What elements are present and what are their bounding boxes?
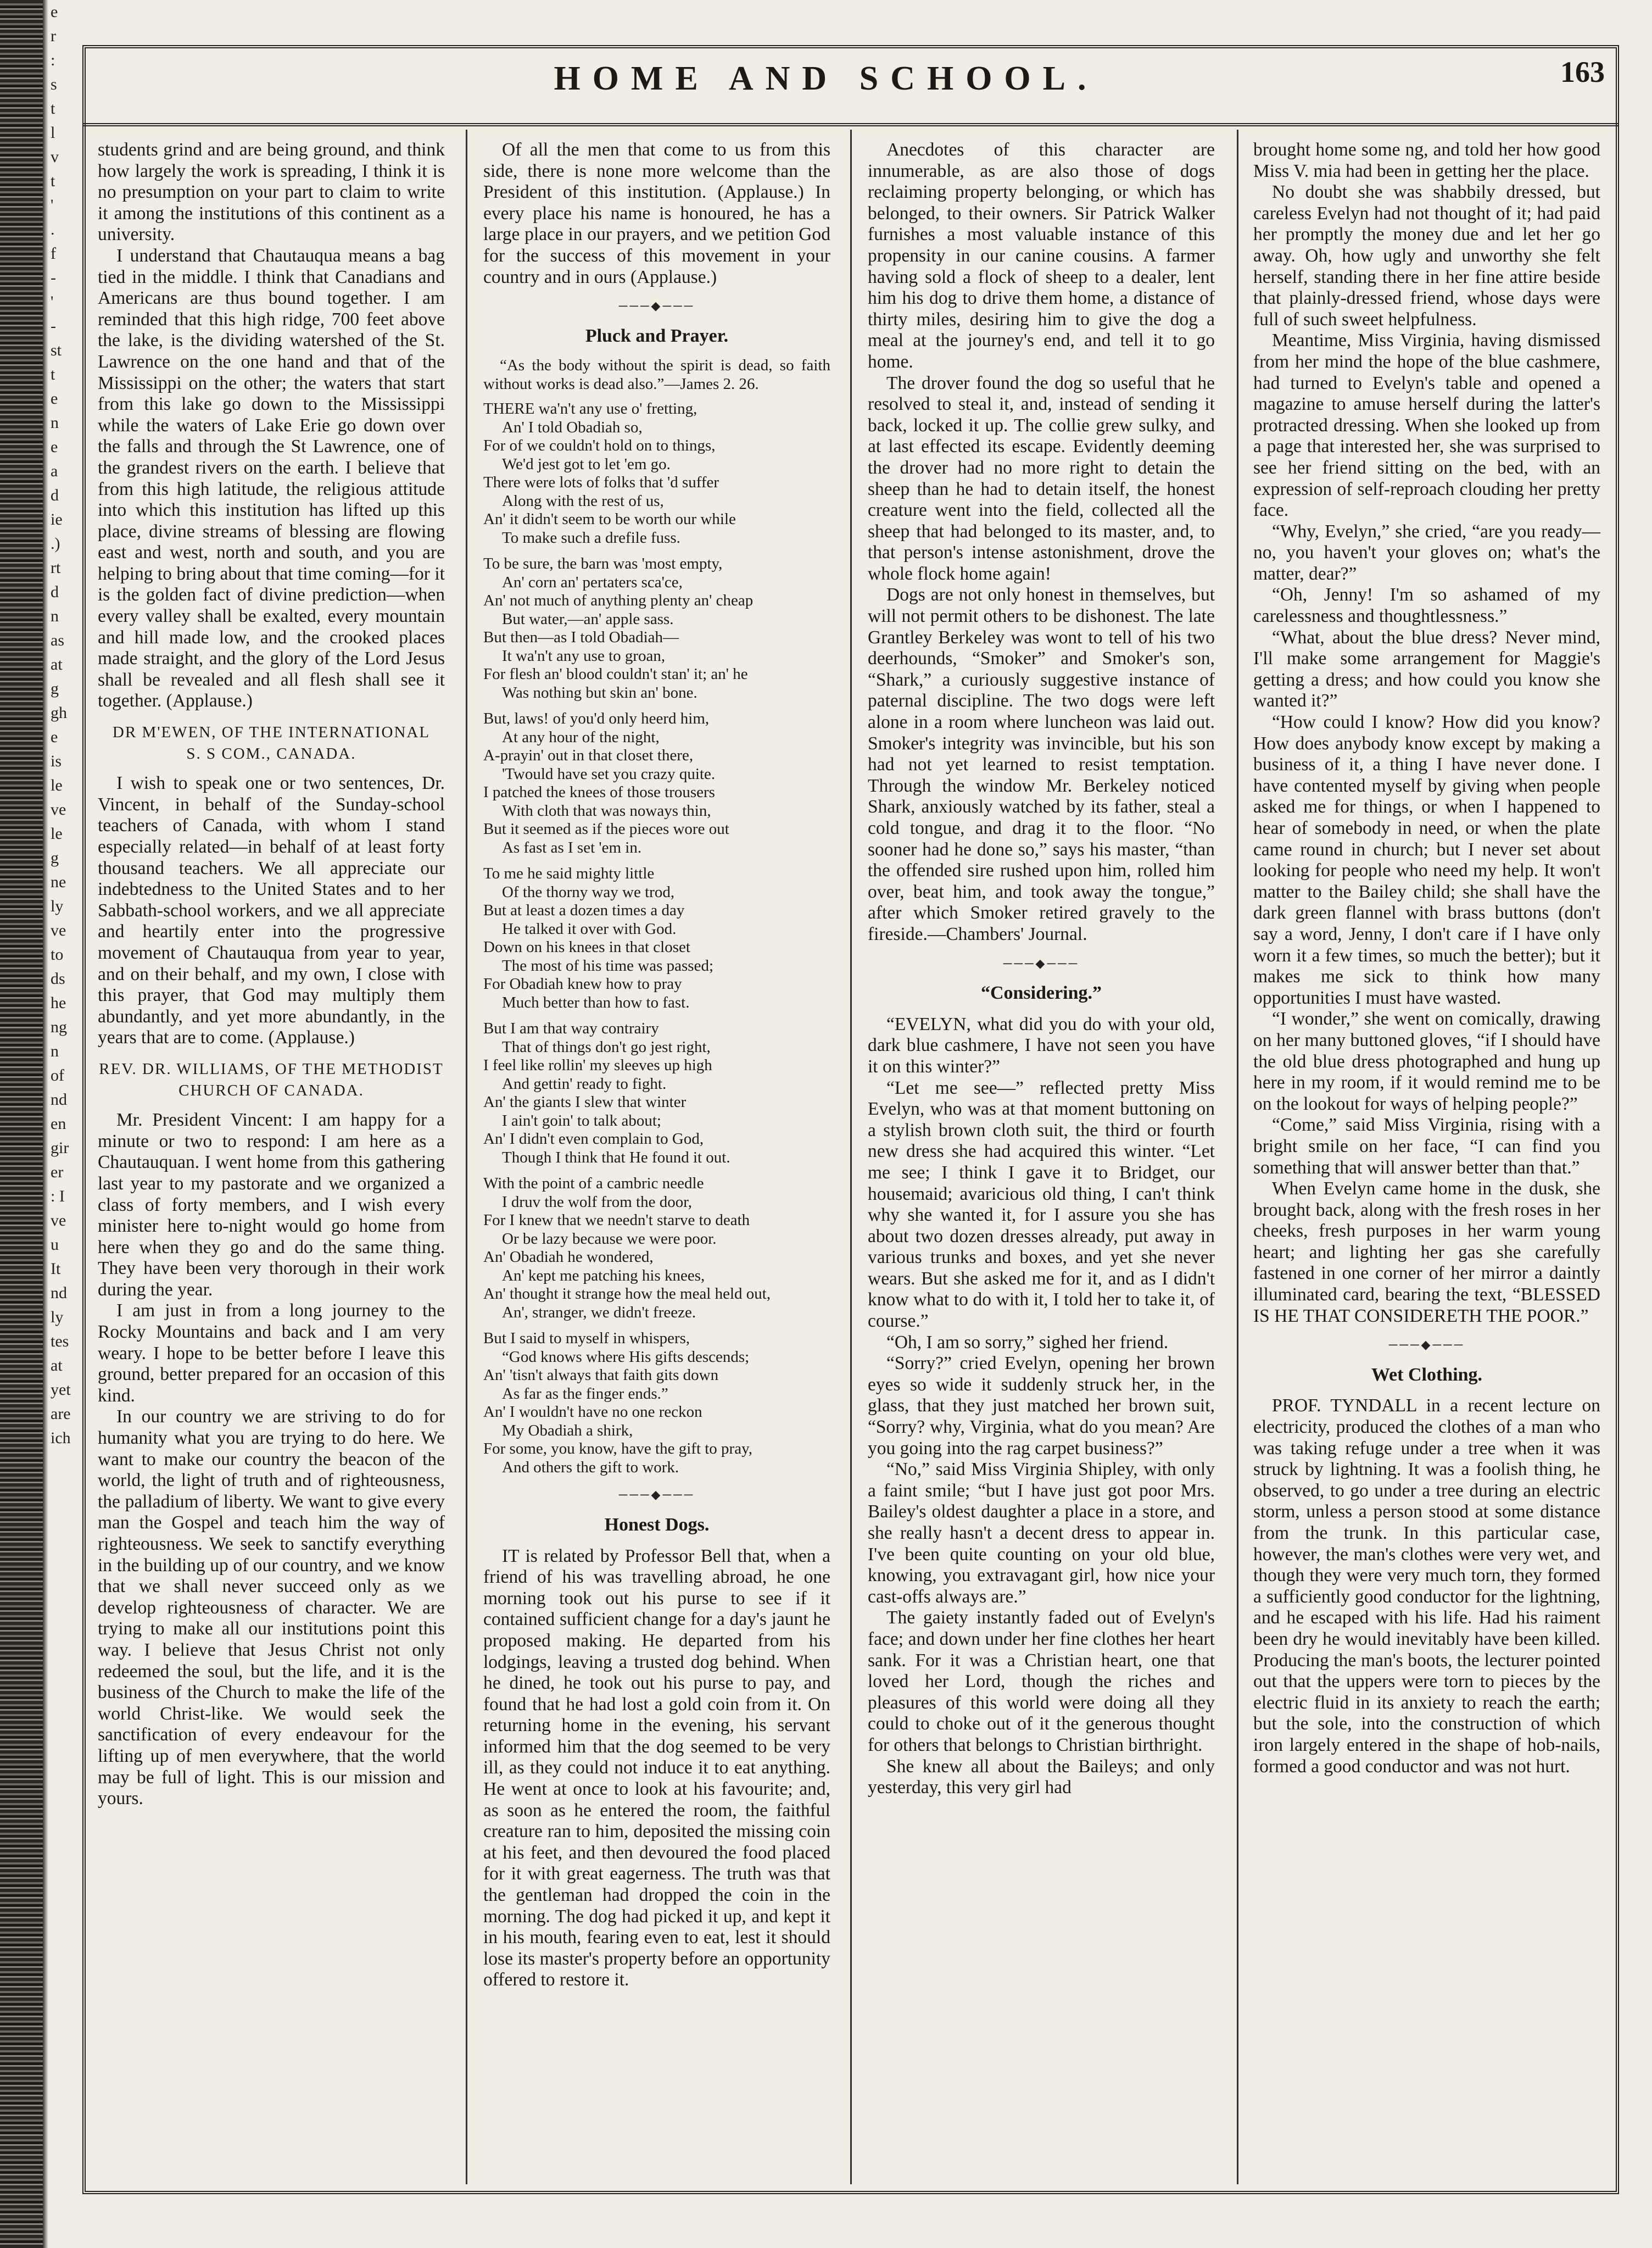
gutter-fragment: ve <box>51 921 66 939</box>
gutter-fragment: gh <box>51 704 67 722</box>
poem-line: An' I told Obadiah so, <box>502 418 643 436</box>
article-title: Honest Dogs. <box>604 1514 710 1535</box>
running-head: HOME AND SCHOOL. <box>554 60 1098 97</box>
speaker-heading <box>98 1059 445 1101</box>
speaker-heading-line: S. S COM., CANADA. <box>186 744 356 763</box>
paragraph: “How could I know? How did you know? How does anybody know except by making a business of it, a thing I have never done. I have contented myself by giving when people asked me for things, or when I happened to hear of somebody in need, or when the plate came round in church; but I never set about looking for people who need my help. It won't matter to the Bailey child; she shall have the dark green flannel with brass buttons (don't say a word, Jenny, I don't care if I have only worn it a few times, so much the better); but it makes me sick to think how many opportunities I must have wasted. <box>1253 712 1600 1008</box>
ornament-rule: ───◆─── <box>618 1488 695 1502</box>
article-title: Pluck and Prayer. <box>585 325 729 346</box>
poem-line: THERE wa'n't any use o' fretting, <box>483 400 697 418</box>
gutter-fragment: v <box>51 148 59 166</box>
gutter-fragment: e <box>51 438 58 456</box>
poem-stanza <box>483 710 830 857</box>
paragraph: “Oh, I am so sorry,” sighed her friend. <box>886 1332 1169 1353</box>
gutter-fragment: It <box>51 1260 61 1278</box>
article-title: Wet Clothing. <box>1371 1364 1483 1385</box>
poem-line: I druv the wolf from the door, <box>502 1193 692 1211</box>
paragraph: Of all the men that come to us from this side, there is none more welcome than the President of this institution. (Applause.) In every place his name is honoured, he has a large place in our prayers, and we petition God for the success of this movement in your country and in ours (Applause.) <box>483 140 830 287</box>
binding-gutter <box>0 0 43 2248</box>
paragraph: I understand that Chautauqua means a bag tied in the middle. I think that Canadians and Americans are thus bound together. I am reminded that this high ridge, 700 feet above the lake, is the dividing watershed of the St. Lawrence on the one hand and that of the Mississippi on the other; the waters that start from this lake go down to the Mississippi while the waters of Lake Erie go down over the falls and through the St Lawrence, one of the grandest rivers on the earth. I believe that from this high latitude, the religious attitude into which this institution has lifted up this place, divine streams of blessing are flowing east and west, north and south, and you are helping to bring about that time coming—for it is the golden fact of divine prediction—when every valley shall be exalted, every mountain and hill made low, and the crooked places made straight, and the glory of the Lord Jesus shall be revealed and all flesh shall see it together. (Applause.) <box>98 245 445 711</box>
column-3 <box>868 140 1215 1799</box>
poem-line: An' Obadiah he wondered, <box>483 1248 654 1266</box>
poem-stanza <box>483 1020 830 1167</box>
gutter-fragment: g <box>51 849 59 867</box>
paragraph: students grind and are being ground, and think how largely the work is spreading, I think it is no presumption on your part to claim to write it among the institutions of this continent as a university. <box>98 140 445 245</box>
poem-line: To make such a drefile fuss. <box>502 528 680 547</box>
gutter-fragment: f <box>51 244 56 263</box>
gutter-fragment: . <box>51 220 55 238</box>
gutter-fragment: ve <box>51 1211 66 1229</box>
poem-line: With cloth that was noways thin, <box>502 802 711 820</box>
gutter-fragment: n <box>51 1042 59 1060</box>
column-rule <box>850 130 852 2184</box>
gutter-fragment: t <box>51 365 55 383</box>
gutter-fragment: ' <box>51 196 54 214</box>
poem-line: For some, you know, have the gift to pray, <box>483 1440 752 1458</box>
paragraph: Meantime, Miss Virginia, having dismissed from her mind the hope of the blue cashmere, had turned to Evelyn's table and opened a magazine to amuse herself during the latter's protracted dressing. When she looked up from a page that interested her, she was surprised to see her friend sitting on the bed, with an expression of self-reproach clouding her pretty face. <box>1253 330 1600 521</box>
gutter-fragment: tes <box>51 1332 69 1350</box>
gutter-fragment: - <box>51 317 56 335</box>
paragraph: “Oh, Jenny! I'm so ashamed of my carelessness and thoughtlessness.” <box>1253 585 1600 627</box>
poem-line: An' thought it strange how the meal held out, <box>483 1285 771 1303</box>
column-rule <box>466 130 467 2184</box>
gutter-fragment: ve <box>51 800 66 819</box>
poem-line: That of things don't go jest right, <box>502 1038 711 1056</box>
poem-line: I patched the knees of those trousers <box>483 783 715 802</box>
column-4 <box>1253 140 1600 1777</box>
poem-line: But then—as I told Obadiah— <box>483 628 679 647</box>
gutter-fragment: ng <box>51 1018 67 1036</box>
gutter-fragment: at <box>51 655 63 674</box>
column-1 <box>98 140 445 1810</box>
gutter-fragment: d <box>51 583 59 601</box>
gutter-fragment: er <box>51 1163 64 1181</box>
gutter-fragment: : <box>51 51 55 69</box>
paragraph: brought home some ng, and told her how good Miss V. mia had been in getting her the place. <box>1253 140 1600 181</box>
gutter-fragment: as <box>51 631 64 649</box>
paragraph: The gaiety instantly faded out of Evelyn's face; and down under her fine clothes her heart sank. For it was a Christian heart, one that loved her Lord, though the riches and pleasures of this world were doing all they could to choke out of it the generous thought for others that belongs to Christian birthright. <box>868 1607 1215 1755</box>
gutter-fragment: nd <box>51 1284 67 1302</box>
gutter-fragment: ly <box>51 897 64 915</box>
gutter-fragment: ie <box>51 510 63 528</box>
speaker-heading-line: DR M'EWEN, OF THE INTERNATIONAL <box>112 724 431 742</box>
poem-line: He talked it over with God. <box>502 920 677 938</box>
gutter-fragment: en <box>51 1115 66 1133</box>
gutter-fragment: ne <box>51 873 66 891</box>
gutter-fragment: s <box>51 75 57 93</box>
previous-page-edge-text <box>51 0 71 2248</box>
poem-line: But I am that way contrairy <box>483 1020 659 1038</box>
column-rule <box>1237 130 1238 2184</box>
paragraph: “No,” said Miss Virginia Shipley, with only a faint smile; “but I have just got poor Mrs. Bailey's oldest daughter a place in a store, and she really hasn't a decent dress to appear in. I've been quite counting on your old blue, knowing, you extravagant girl, how nice your cast-offs always are.” <box>868 1459 1215 1607</box>
poem-line: An' it didn't seem to be worth our while <box>483 510 736 528</box>
paragraph: I wish to speak one or two sentences, Dr. Vincent, in behalf of the Sunday-school teachers of Canada, with whom I stand especially related—in behalf of at least forty thousand teachers. We all appreciate our indebtedness to the United States and to her Sabbath-school workers, and we all appreciate and heartily enter into the progressive movement of Chautauqua from year to year, and on their behalf, and my own, I close with this prayer, that God may multiply them abundantly, and yet more abundantly, in the years that are to come. (Applause.) <box>98 773 445 1048</box>
poem-line: And others the gift to work. <box>502 1458 679 1476</box>
gutter-fragment: to <box>51 945 64 964</box>
paragraph: The drover found the dog so useful that he resolved to steal it, and, instead of sending it back, locked it up. The collie grew sulky, and at last effected its escape. Evidently deeming the drover had no more right to detain the sheep than he had to detain itself, the honest creature went into the field, collected all the sheep that had belonged to its master, and, to that person's intense astonishment, drove the whole flock home again! <box>868 372 1215 584</box>
poem-line: Along with the rest of us, <box>502 492 664 510</box>
paragraph: “Let me see—” reflected pretty Miss Evelyn, who was at that moment buttoning on a stylish brown cloth suit, the third or fourth new dress she had acquired this winter. “Let me see; I think I gave it to Bridget, our housemaid; avaricious old thing, I can't think why she wanted it, for I assure you she has about two dozen dresses already, put away in various trunks and boxes, and yet she never wears. But she asked me for it, and as I didn't know what to do with it, I told her to take it, of course.” <box>868 1077 1215 1332</box>
poem-stanza <box>483 555 830 702</box>
gutter-fragment: he <box>51 994 66 1012</box>
ornament-rule: ───◆─── <box>1388 1338 1465 1352</box>
gutter-fragment: t <box>51 99 55 118</box>
paragraph: Mr. President Vincent: I am happy for a minute or two to respond: I am here as a Chautauquan. I went home from this gathering last year to my pastorate and we organized a class of forty members, and I wish every minister here to-night would go home from here when they go and do the same thing. They have been very thorough in their work during the year. <box>98 1110 445 1300</box>
gutter-fragment: e <box>51 389 58 408</box>
poem-line: For Obadiah knew how to pray <box>483 975 682 993</box>
poem-line: There were lots of folks that 'd suffer <box>483 474 719 492</box>
gutter-fragment: d <box>51 486 59 504</box>
header-rule <box>82 123 1619 126</box>
paragraph: “Come,” said Miss Virginia, rising with a bright smile on her face, “I can find you something that will answer better than that.” <box>1253 1115 1600 1178</box>
poem <box>483 400 830 1477</box>
paragraph: Dogs are not only honest in themselves, but will not permit others to be dishonest. The late Grantley Berkeley was wont to tell of his two deerhounds, “Smoker” and Smoker's son, “Shark,” a curiously suggestive instance of paternal discipline. The two dogs were left alone in a room where luncheon was laid out. Smoker's integrity was invincible, but his son had not yet learned to resist temptation. Through the window Mr. Berkeley noticed Shark, anxiously watched by its father, steal a cold tongue, and drag it to the floor. “No sooner had he done so,” says his master, “than the offended sire rushed upon him, rolled him over, beat him, and took away the tongue,” after which Smoker retired gravely to the fireside.—Chambers' Journal. <box>868 585 1215 944</box>
binding-shadow <box>43 0 48 2248</box>
poem-line: An' kept me patching his knees, <box>502 1266 705 1284</box>
paragraph: “Why, Evelyn,” she cried, “are you ready—no, you haven't your gloves on; what's the matter, dear?” <box>1253 521 1600 584</box>
gutter-fragment: st <box>51 341 62 359</box>
poem-line: But water,—an' apple sass. <box>502 610 674 628</box>
poem-line: An' the giants I slew that winter <box>483 1093 687 1111</box>
paragraph: “I wonder,” she went on comically, drawing on her many buttoned gloves, “if I should have the old blue dress photographed and hung up here in my room, if it would remind me to be on the lookout for ways of helping people?” <box>1253 1009 1600 1114</box>
poem-line: “God knows where His gifts descends; <box>502 1348 750 1366</box>
poem-line: But, laws! of you'd only heerd him, <box>483 710 710 728</box>
poem-line: An' corn an' pertaters sca'ce, <box>502 573 683 591</box>
gutter-fragment: l <box>51 124 55 142</box>
poem-line: At any hour of the night, <box>502 728 660 746</box>
poem-line: It wa'n't any use to groan, <box>502 647 666 665</box>
gutter-fragment: a <box>51 462 58 480</box>
poem-line: But I said to myself in whispers, <box>483 1329 690 1348</box>
speaker-heading-line: CHURCH OF CANADA. <box>178 1081 364 1099</box>
paragraph: IT is related by Professor Bell that, when a friend of his was travelling abroad, he one morning took out his purse to see if it contained sufficient change for a day's jaunt he proposed making. He departed from his lodgings, leaving a trusted dog behind. When he dined, he took out his purse to pay, and found that he had lost a gold coin from it. On returning home in the evening, his servant informed him that the dog seemed to be very ill, as they could not induce it to eat anything. He went at once to look at his favourite; and, as soon as he entered the room, the faithful creature ran to him, deposited the missing coin at his feet, and then devoured the food placed for it with great eagerness. The truth was that the gentleman had dropped the coin in the morning. The dog had picked it up, and kept it in his mouth, fearing even to eat, lest it should lose its master's property before an opportunity offered to restore it. <box>483 1545 830 1990</box>
gutter-fragment: ' <box>51 293 54 311</box>
poem-line: An' not much of anything plenty an' cheap <box>483 592 754 610</box>
article-title: “Considering.” <box>980 983 1102 1004</box>
gutter-fragment: g <box>51 680 59 698</box>
paragraph: PROF. TYNDALL in a recent lecture on electricity, produced the clothes of a man who was taking refuge under a tree when it was struck by lightning. It was a foolish thing, he observed, to go under a tree during an electric storm, unless a person stood at some distance from the trunk. In this particular case, however, the man's clothes were very wet, and though they were very much torn, they formed a sufficiently good conductor for the lightning, and he escaped with his life. Had his raiment been dry he would inevitably have been killed. Producing the man's boots, the lecturer pointed out that the uppers were torn to pieces by the electric fluid in its anxiety to reach the earth; but the sole, into the construction of which iron largely entered in the shape of hob-nails, formed a good conductor and was not hurt. <box>1253 1395 1600 1777</box>
paragraph: Anecdotes of this character are innumerable, as are also those of dogs reclaiming property belonging, or which has belonged, to their owners. Sir Patrick Walker furnishes a most valuable instance of this propensity in our canine cousins. A farmer having sold a flock of sheep to a dealer, lent him his dog to drive them home, a distance of thirty miles, desiring him to give the dog a meal at the journey's end, and tell it to go home. <box>868 140 1215 372</box>
gutter-fragment: n <box>51 414 59 432</box>
poem-line: I feel like rollin' my sleeves up high <box>483 1056 712 1075</box>
gutter-fragment: .) <box>51 535 60 553</box>
gutter-fragment: e <box>51 3 58 21</box>
gutter-fragment: is <box>51 752 62 770</box>
poem-stanza <box>483 1175 830 1322</box>
gutter-fragment: gir <box>51 1139 69 1157</box>
poem-stanza <box>483 865 830 1012</box>
gutter-fragment: u <box>51 1236 59 1254</box>
gutter-fragment: of <box>51 1066 64 1084</box>
poem-line: Though I think that He found it out. <box>502 1148 730 1166</box>
poem-line: I ain't goin' to talk about; <box>502 1111 661 1129</box>
gutter-fragment: - <box>51 269 56 287</box>
paragraph: “What, about the blue dress? Never mind, I'll make some arrangement for Maggie's getting a dress; and how could you know she wanted it?” <box>1253 627 1600 711</box>
poem-line: And gettin' ready to fight. <box>502 1075 667 1093</box>
gutter-fragment: ds <box>51 970 65 988</box>
poem-line: As far as the finger ends.” <box>502 1384 668 1403</box>
poem-line: To be sure, the barn was 'most empty, <box>483 555 723 573</box>
paragraph: She knew all about the Baileys; and only yesterday, this very girl had <box>868 1756 1215 1798</box>
poem-line: We'd jest got to let 'em go. <box>502 455 671 473</box>
gutter-fragment: e <box>51 728 58 746</box>
gutter-fragment: le <box>51 776 63 794</box>
gutter-fragment: r <box>51 27 56 45</box>
poem-line: A-prayin' out in that closet there, <box>483 747 694 765</box>
gutter-fragment: n <box>51 607 59 625</box>
paragraph: In our country we are striving to do for humanity what you are trying to do here. We want to make our country the beacon of the world, the light of truth and of righteousness, the palladium of liberty. We want to give every man the Gospel and teach him the way of righteousness. We seek to sanctify everything in the building up of our country, and we know that we shall never succeed only as we develop righteousness of character. We are trying to make all our institutions point this way. I believe that Jesus Christ not only redeemed the soul, but the life, and it is the business of the Church to make the life of the world Christ-like. We would seek the sanctification of every endeavour for the lifting up of men everywhere, that the world may be full of light. This is our mission and yours. <box>98 1406 445 1809</box>
poem-line: An' 'tisn't always that faith gits down <box>483 1366 719 1384</box>
poem-line: Much better than how to fast. <box>502 993 690 1011</box>
paragraph: “Sorry?” cried Evelyn, opening her brown eyes so wide it suddenly struck her, in the glass, that they just matched her brown suit, “Sorry? why, Virginia, what do you mean? Are you going into the rag carpet business?” <box>868 1353 1215 1459</box>
ornament-rule: ───◆─── <box>618 299 695 313</box>
poem-stanza <box>483 1329 830 1477</box>
poem-line: But it seemed as if the pieces wore out <box>483 820 729 838</box>
gutter-fragment: nd <box>51 1090 67 1109</box>
gutter-fragment: t <box>51 172 55 190</box>
poem-line: Was nothing but skin an' bone. <box>502 683 697 702</box>
poem-line: Down on his knees in that closet <box>483 938 690 956</box>
poem-line: Of the thorny way we trod, <box>502 883 675 901</box>
gutter-fragment: are <box>51 1405 71 1423</box>
paragraph: I am just in from a long journey to the Rocky Mountains and back and I am very weary. I hope to be better before I leave this ground, better prepared for an occasion of this kind. <box>98 1300 445 1406</box>
poem-line: 'Twould have set you crazy quite. <box>502 765 716 783</box>
poem-line: To me he said mighty little <box>483 865 655 883</box>
gutter-fragment: rt <box>51 559 61 577</box>
poem-line: The most of his time was passed; <box>502 956 714 975</box>
poem-line: Or be lazy because we were poor. <box>502 1229 717 1248</box>
poem-line: My Obadiah a shirk, <box>502 1421 633 1439</box>
poem-line: For of we couldn't hold on to things, <box>483 437 716 455</box>
gutter-fragment: ich <box>51 1429 71 1447</box>
poem-line: An', stranger, we didn't freeze. <box>502 1303 696 1321</box>
poem-line: As fast as I set 'em in. <box>502 838 642 856</box>
epigraph: “As the body without the spirit is dead, so faith without works is dead also.”—James 2. 26. <box>483 357 830 393</box>
paragraph: When Evelyn came home in the dusk, she brought back, along with the fresh roses in her cheeks, fresh purposes in her warm young heart; and lighting her gas she carefully fastened in one corner of her mirror a daintly illuminated card, bearing the text, “BLESSED IS HE THAT CONSIDERETH THE POOR.” <box>1253 1178 1600 1326</box>
column-2 <box>483 140 830 1991</box>
gutter-fragment: : I <box>51 1187 65 1205</box>
speaker-heading-line: REV. DR. WILLIAMS, OF THE METHODIST <box>99 1060 444 1078</box>
speaker-heading <box>98 722 445 764</box>
poem-line: But at least a dozen times a day <box>483 902 685 920</box>
gutter-fragment: ly <box>51 1308 64 1326</box>
poem-line: For flesh an' blood couldn't stan' it; an' he <box>483 665 748 683</box>
paragraph: No doubt she was shabbily dressed, but careless Evelyn had not thought of it; had paid her promptly the money due and let her go away. Oh, how ugly and unworthy she felt herself, standing there in her fine attire beside that plainly-dressed friend, whose days were full of such sweet helpfulness. <box>1253 182 1600 330</box>
page-number: 163 <box>1560 55 1605 88</box>
poem-line: With the point of a cambric needle <box>483 1175 704 1193</box>
gutter-fragment: le <box>51 825 63 843</box>
gutter-fragment: at <box>51 1356 63 1375</box>
ornament-rule: ───◆─── <box>1003 956 1080 970</box>
poem-line: An' I wouldn't have no one reckon <box>483 1403 702 1421</box>
gutter-fragment: yet <box>51 1381 71 1399</box>
poem-line: An' I didn't even complain to God, <box>483 1130 704 1148</box>
poem-stanza <box>483 400 830 547</box>
paragraph: “EVELYN, what did you do with your old, dark blue cashmere, I have not seen you have it on this winter?” <box>868 1014 1215 1077</box>
poem-line: For I knew that we needn't starve to death <box>483 1211 750 1229</box>
